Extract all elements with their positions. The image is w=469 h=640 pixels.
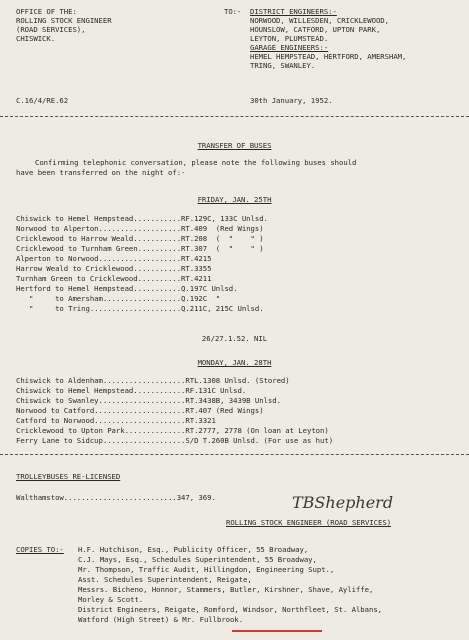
transfer-row: Turnham Green to Cricklewood..........RT.4211 bbox=[16, 274, 212, 283]
transfer-row: Norwood to Catford.....................RT.407 (Red Wings) bbox=[16, 406, 264, 415]
transfer-row: Hertford to Hemel Hempstead...........Q.197C Unlsd. bbox=[16, 284, 238, 293]
copies-label: COPIES TO:- bbox=[16, 545, 64, 554]
trolleybus-heading: TROLLEYBUSES RE-LICENSED bbox=[16, 472, 121, 481]
transfer-row: Catford to Norwood.....................RT.3321 bbox=[16, 416, 216, 425]
transfer-row: Cricklewood to Turnham Green..........RT.307 ( " " ) bbox=[16, 244, 264, 253]
divider-top bbox=[0, 116, 469, 117]
from-line-3: (ROAD SERVICES), bbox=[16, 25, 86, 34]
to-label: TO:- bbox=[224, 7, 242, 16]
copies-line: H.F. Hutchison, Esq., Publicity Officer, 55 Broadway, bbox=[78, 545, 309, 554]
trolleybus-row: Walthamstow..........................347, 369. bbox=[16, 493, 216, 502]
copies-line: Mr. Thompson, Traffic Audit, Hillingdon, Engineering Supt., bbox=[78, 565, 335, 574]
garage-engineers-label: GARAGE ENGINEERS:- bbox=[250, 43, 329, 52]
from-line-4: CHISWICK. bbox=[16, 34, 56, 43]
reference-number: C.16/4/RE.62 bbox=[16, 96, 69, 105]
copies-line: Messrs. Bicheno, Honnor, Stammers, Butler, Kirshner, Shave, Ayliffe, bbox=[78, 585, 374, 594]
district-engineers-label: DISTRICT ENGINEERS:- bbox=[250, 7, 337, 16]
nil-line: 26/27.1.52. NIL bbox=[201, 334, 268, 343]
transfer-row: Alperton to Norwood...................RT.4215 bbox=[16, 254, 212, 263]
copies-line: District Engineers, Reigate, Romford, Windsor, Northfleet, St. Albans, bbox=[78, 605, 383, 614]
section-heading-friday: FRIDAY, JAN. 25TH bbox=[197, 195, 272, 204]
signature-title: ROLLING STOCK ENGINEER (ROAD SERVICES) bbox=[226, 518, 392, 527]
signature bbox=[292, 490, 442, 516]
garage-line-1: HEMEL HEMPSTEAD, HERTFORD, AMERSHAM, bbox=[250, 52, 407, 61]
transfer-row: Harrow Weald to Cricklewood...........RT.3355 bbox=[16, 264, 212, 273]
from-line-1: OFFICE OF THE: bbox=[16, 7, 77, 16]
copies-line: C.J. Mays, Esq., Schedules Superintendent, 55 Broadway, bbox=[78, 555, 317, 564]
from-line-2: ROLLING STOCK ENGINEER bbox=[16, 16, 112, 25]
section-heading-monday: MONDAY, JAN. 28TH bbox=[197, 358, 272, 367]
transfer-row: Ferry Lane to Sidcup...................S/D T.260B Unlsd. (For use as hut) bbox=[16, 436, 334, 445]
svg-text:TBShepherd: TBShepherd bbox=[292, 493, 394, 512]
red-underline-mark bbox=[232, 630, 322, 632]
transfer-row: Cricklewood to Harrow Weald...........RT.208 ( " " ) bbox=[16, 234, 264, 243]
transfer-row: Cricklewood to Upton Park..............RT.2777, 2778 (On loan at Leyton) bbox=[16, 426, 329, 435]
intro-line-1: Confirming telephonic conversation, please note the following buses should bbox=[35, 158, 357, 167]
transfer-row: " to Amersham..................Q.192C " bbox=[16, 294, 221, 303]
memo-date: 30th January, 1952. bbox=[250, 96, 333, 105]
transfer-row: Chiswick to Hemel Hempstead............RF.131C Unlsd. bbox=[16, 386, 247, 395]
divider-middle bbox=[0, 454, 469, 455]
copies-line: Watford (High Street) & Mr. Fullbrook. bbox=[78, 615, 244, 624]
garage-line-2: TRING, SWANLEY. bbox=[250, 61, 316, 70]
transfer-row: Chiswick to Aldenham...................RTL.1308 Unlsd. (Stored) bbox=[16, 376, 290, 385]
intro-line-2: have been transferred on the night of:- bbox=[16, 168, 186, 177]
copies-line: Asst. Schedules Superintendent, Reigate, bbox=[78, 575, 252, 584]
district-line-1: NORWOOD, WILLESDEN, CRICKLEWOOD, bbox=[250, 16, 389, 25]
district-line-3: LEYTON, PLUMSTEAD. bbox=[250, 34, 329, 43]
transfer-row: Norwood to Alperton...................RT.409 (Red Wings) bbox=[16, 224, 264, 233]
transfer-row: Chiswick to Hemel Hempstead...........RF.129C, 133C Unlsd. bbox=[16, 214, 268, 223]
transfer-row: " to Tring.....................Q.211C, 215C Unlsd. bbox=[16, 304, 264, 313]
transfer-row: Chiswick to Swanley....................RT.3438B, 3439B Unlsd. bbox=[16, 396, 281, 405]
district-line-2: HOUNSLOW, CATFORD, UPTON PARK, bbox=[250, 25, 381, 34]
document-title: TRANSFER OF BUSES bbox=[197, 141, 272, 150]
copies-line: Morley & Scott. bbox=[78, 595, 144, 604]
